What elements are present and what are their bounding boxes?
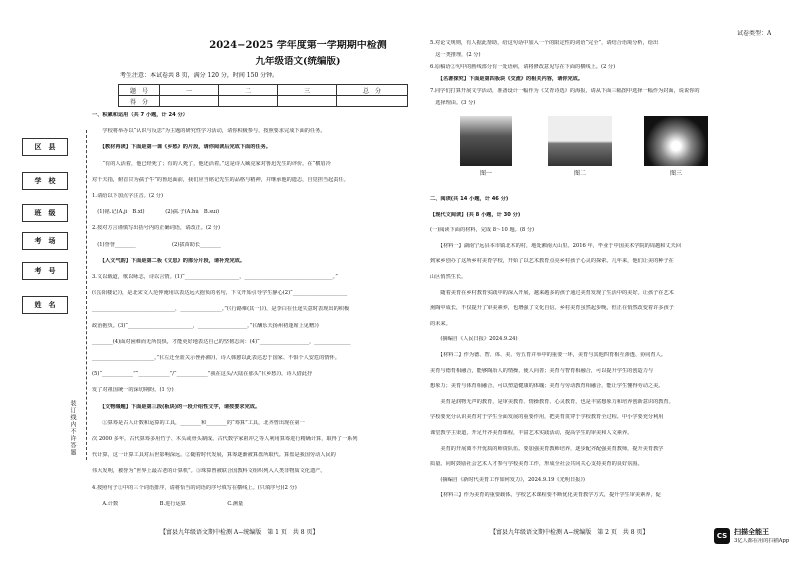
text-line: 次 2000 多年。古代算筹多用竹子、木头或骨头制成。古代数学家祖冲之等人利用算筹进行精确计算，取得了一系列 xyxy=(92,436,358,442)
text-line: 美育是润物无声的教育，是审美教育、情操教育、心灵教育，也是丰富想象力和培养创新意识的教育。 xyxy=(430,398,674,405)
text-line: 【名著探究】下面是第四板块《交流》的相关内容，请你完成。 xyxy=(430,76,584,82)
illustration-three[interactable] xyxy=(644,116,708,166)
score-cell: 题 号 xyxy=(119,85,160,96)
text-line: (《岳阳楼记》)，是北宋文人范仲淹用以表达远大抱负的名句，下文开始引导学生静心(2)“_____________________ xyxy=(92,290,348,297)
text-line: 6.原稿语②句中的画线部分有一处语病，请将修改意见写在下面的横线上。(2 分) xyxy=(430,64,616,70)
score-cell: 二 xyxy=(219,85,278,96)
text-line: ________(4)面对困难而无所畏惧，才能更好地表达自己的坚韧志向：(4)“___________________，______________ xyxy=(92,338,351,345)
text-line: 对千夫指，俯首甘为孺子牛”的鲁迅面前，我们应当铭记先生的品格与精神，并继承他的遗志，自觉担当起责任。 xyxy=(92,176,349,183)
text-line: 美育与德育相融合，能够陶冶人的情操，使人向善；美育与智育相融合，可以提升学生的创造力与 xyxy=(430,367,654,374)
text-line: (5)“____________”“____________”/“____________”我在这头/大陆在那头”(《乡愁》)，诗人借此抒 xyxy=(92,371,313,378)
text-line: 一、积累和运用（共 7 小题，计 24 分） xyxy=(92,112,188,118)
score-cell xyxy=(278,96,337,107)
text-line: 选择理由。(3 分) xyxy=(430,100,476,106)
score-table xyxy=(118,84,408,107)
text-line: 1.请给以下加点字注音。(2 分) xyxy=(92,193,164,199)
exam-notice: 考生注意：本试卷共 8 页，满分 120 分，时间 150 分钟。 xyxy=(120,72,279,79)
text-line: 学校将举办以“认识与反思”为主题的研究性学习活动，请你积极参与，按照要求完成下面的任务。 xyxy=(92,128,326,135)
text-line: ________________________。”(《左迁至蓝关示侄孙湘》)，诗人韩愈以此表达忠于国家、不惧个人安危的情怀。 xyxy=(92,355,340,361)
text-line: 【教材再读】下面是第一课《乡愁》的片段，请你阅读后完成下面的任务。 xyxy=(92,144,271,151)
text-line: 山区悄然生长。 xyxy=(430,274,467,280)
text-line: A.计数 B.进行运算 C.测量 xyxy=(92,500,244,507)
text-line: 的未来。 xyxy=(430,320,451,327)
score-cell: 得 分 xyxy=(119,96,160,107)
caption-one: 图一 xyxy=(479,170,492,177)
text-line: ________________________________，________________。”(《行路难(其一)》)，是李白在仕途失意时表现出的积极 xyxy=(92,306,350,313)
text-line: 【文物缀题】下面是第三段(板块)的一段介绍性文字，请按要求完成。 xyxy=(92,403,261,410)
text-line: 政治抱负。(3)“_________________________，___________________。”(《酬乐天扬州初逢席上见赠》) xyxy=(92,322,319,329)
scanner-name: 扫描全能王 xyxy=(734,528,769,536)
text-line: 代计算，这一计算工具对后世影响深远。②随着时代发展，算筹逐渐被算盘所取代。算盘是我国劳动人民的 xyxy=(92,452,336,459)
district-label: 区 县 xyxy=(22,138,68,156)
score-cell: 总 分 xyxy=(337,85,408,96)
text-line: 2.按对方言谨慎写出括号内的正确词语，请改正。(2 分) xyxy=(92,225,221,232)
caption-three: 图三 xyxy=(669,170,682,177)
text-line: 【材料三】作为美育的重要载体，学校艺术课程要不断优化美育教学方式，提升学生审美素养，促 xyxy=(430,492,661,499)
text-line: 二、阅读(共 14 小题，计 46 分) xyxy=(430,196,509,202)
page-footer-left: 【富县九年级语文期中检测 A−统编版 第 1 页 共 8 页】 xyxy=(160,529,319,536)
text-line: 课堂教学主渠道，开足开齐美育课程，丰富艺术实践活动，提高学生的审美和人文素养。 xyxy=(430,430,633,436)
text-line: 4.按照句子②中的三个词语排序，请将恰当的词语的序号填写在横线上。(只填序号)(2 分) xyxy=(92,484,297,491)
caption-two: 图二 xyxy=(573,170,586,177)
text-line: 【现代文阅读】(共 8 小题，计 30 分) xyxy=(430,211,521,218)
text-line: 质量。同时鼓励社会艺术人才参与学校美育工作，形成全社会共同关心支持美育的良好氛围。 xyxy=(430,461,643,468)
class-label: 班 级 xyxy=(22,204,68,222)
exam-page-right xyxy=(420,0,794,561)
text-line: 【人文气韵】下面是第二板《文思》的部分片段，请补充完成。 xyxy=(92,257,246,264)
score-table-row xyxy=(119,85,408,96)
illustration-one[interactable] xyxy=(460,116,512,166)
illustration-two[interactable] xyxy=(548,116,612,166)
text-line: 7.同学们打算开展文学活动，准备设计一幅作为《艾青诗选》的海报，请从下面三幅图中选择一幅作为封面，说说你的 xyxy=(430,88,700,94)
text-line: 学校要充分认识美育对于学生全面发展的重要作用，把美育贯穿于学校教育全过程。中小学要充分利用 xyxy=(430,414,664,421)
score-cell xyxy=(160,96,219,107)
text-line: 3.文以载道，歌以咏志，诗以言情。(1)“_____________________，__________________________________。” xyxy=(92,274,338,280)
text-line: (摘编自《新时代美育工作如何发力》，2024.9.19《光明日报》) xyxy=(430,476,585,483)
text-line: 这一类推理，(2 分) xyxy=(430,52,481,58)
text-line: (1)铭.记(A.jì B.xī) (2)孺.子(A.hú B.suì) xyxy=(92,209,220,216)
text-line: 随着美育在乡村教育实践中的深入开展，越来越多的孩子通过美育发现了生活中的美好。让孩子在艺术 xyxy=(430,289,674,296)
exam-subtitle: 九年级语文(统编版) xyxy=(255,56,341,67)
exam-room-label: 考 场 xyxy=(22,232,68,250)
score-cell xyxy=(337,96,408,107)
exam-number-label: 考 号 xyxy=(22,262,68,280)
binding-line xyxy=(86,130,87,460)
camscanner-logo: CS xyxy=(714,528,730,544)
text-line: ①算筹是古人计数和运算的工具，________和________的“筹算”工具，北齐曾出现在第一 xyxy=(92,419,305,426)
school-label: 学 校 xyxy=(22,172,68,190)
text-line: 【材料一】湖南宁远县本市镇北木的村，地处湘南大山里。2016 年，毕业于中国美术学院的周越和丈夫回 xyxy=(430,242,681,249)
text-line: 到家乡创办了这所乡村美育学校，开始了以艺术教育点亮乡村孩子心灵的探索。几年来，他们让美的种子在 xyxy=(430,258,674,265)
scanner-tagline: 3亿人都在用的扫描App xyxy=(734,538,790,544)
score-cell: 三 xyxy=(278,85,337,96)
score-table-row xyxy=(119,96,408,107)
exam-title: 2024−2025 学年度第一学期期中检测 xyxy=(209,40,387,51)
text-line: 美育的开展离不开优质的师资队伍。要加强美育教师培养，逐步配齐配强美育教师，提升美育教学 xyxy=(430,445,664,452)
text-line: 发了对祖国统一的深切期盼。(1 分) xyxy=(92,387,174,394)
text-line: 熏陶中成长，不仅提升了审美素养，也增强了文化自信。乡村美育虽然起步晚，但正在悄然改变着许多孩子 xyxy=(430,305,674,312)
text-line: (一)阅读下面的材料，完成 8～10 题。(8 分) xyxy=(430,227,535,234)
text-line: “有的人活着，他已经死了；有的人死了，他还活着。”这是诗人臧克家对鲁迅先生的评价。在“横眉冷 xyxy=(92,160,331,167)
score-cell xyxy=(219,96,278,107)
text-line: 【材料二】作为德、智、体、美、劳五育并举中的重要一环，美育与其他四育相互渗透、协同育人。 xyxy=(430,352,667,358)
page-footer-right: 【富县九年级语文期中检测 A−统编版 第 2 页 共 8 页】 xyxy=(490,529,649,536)
name-label: 姓 名 xyxy=(22,296,68,314)
score-cell: 一 xyxy=(160,85,219,96)
text-line: (摘编自《人民日报》2024.9.24) xyxy=(430,336,518,343)
text-line: (1)誉誉________ (2)拔苗助长________ xyxy=(92,241,221,248)
text-line: 5.对论文规则，有人据此帮助，给这句话中加入一个的限定性的词语“完全”，请结合语境分析，给出 xyxy=(430,40,659,46)
paper-type-label: 试卷类型：A xyxy=(737,30,772,37)
text-line: 伟大发明，被誉为“世界上最古老的计算机”。③珠算曾被联合国教科文组织列入人类非物质文化遗产。 xyxy=(92,468,326,475)
binding-note: 装订线内不许答题 xyxy=(69,400,76,456)
text-line: 想象力；美育与体育相融合，可以塑造健康的体魄；美育与劳动教育相融合，能让学生懂得劳动之美。 xyxy=(430,383,664,390)
